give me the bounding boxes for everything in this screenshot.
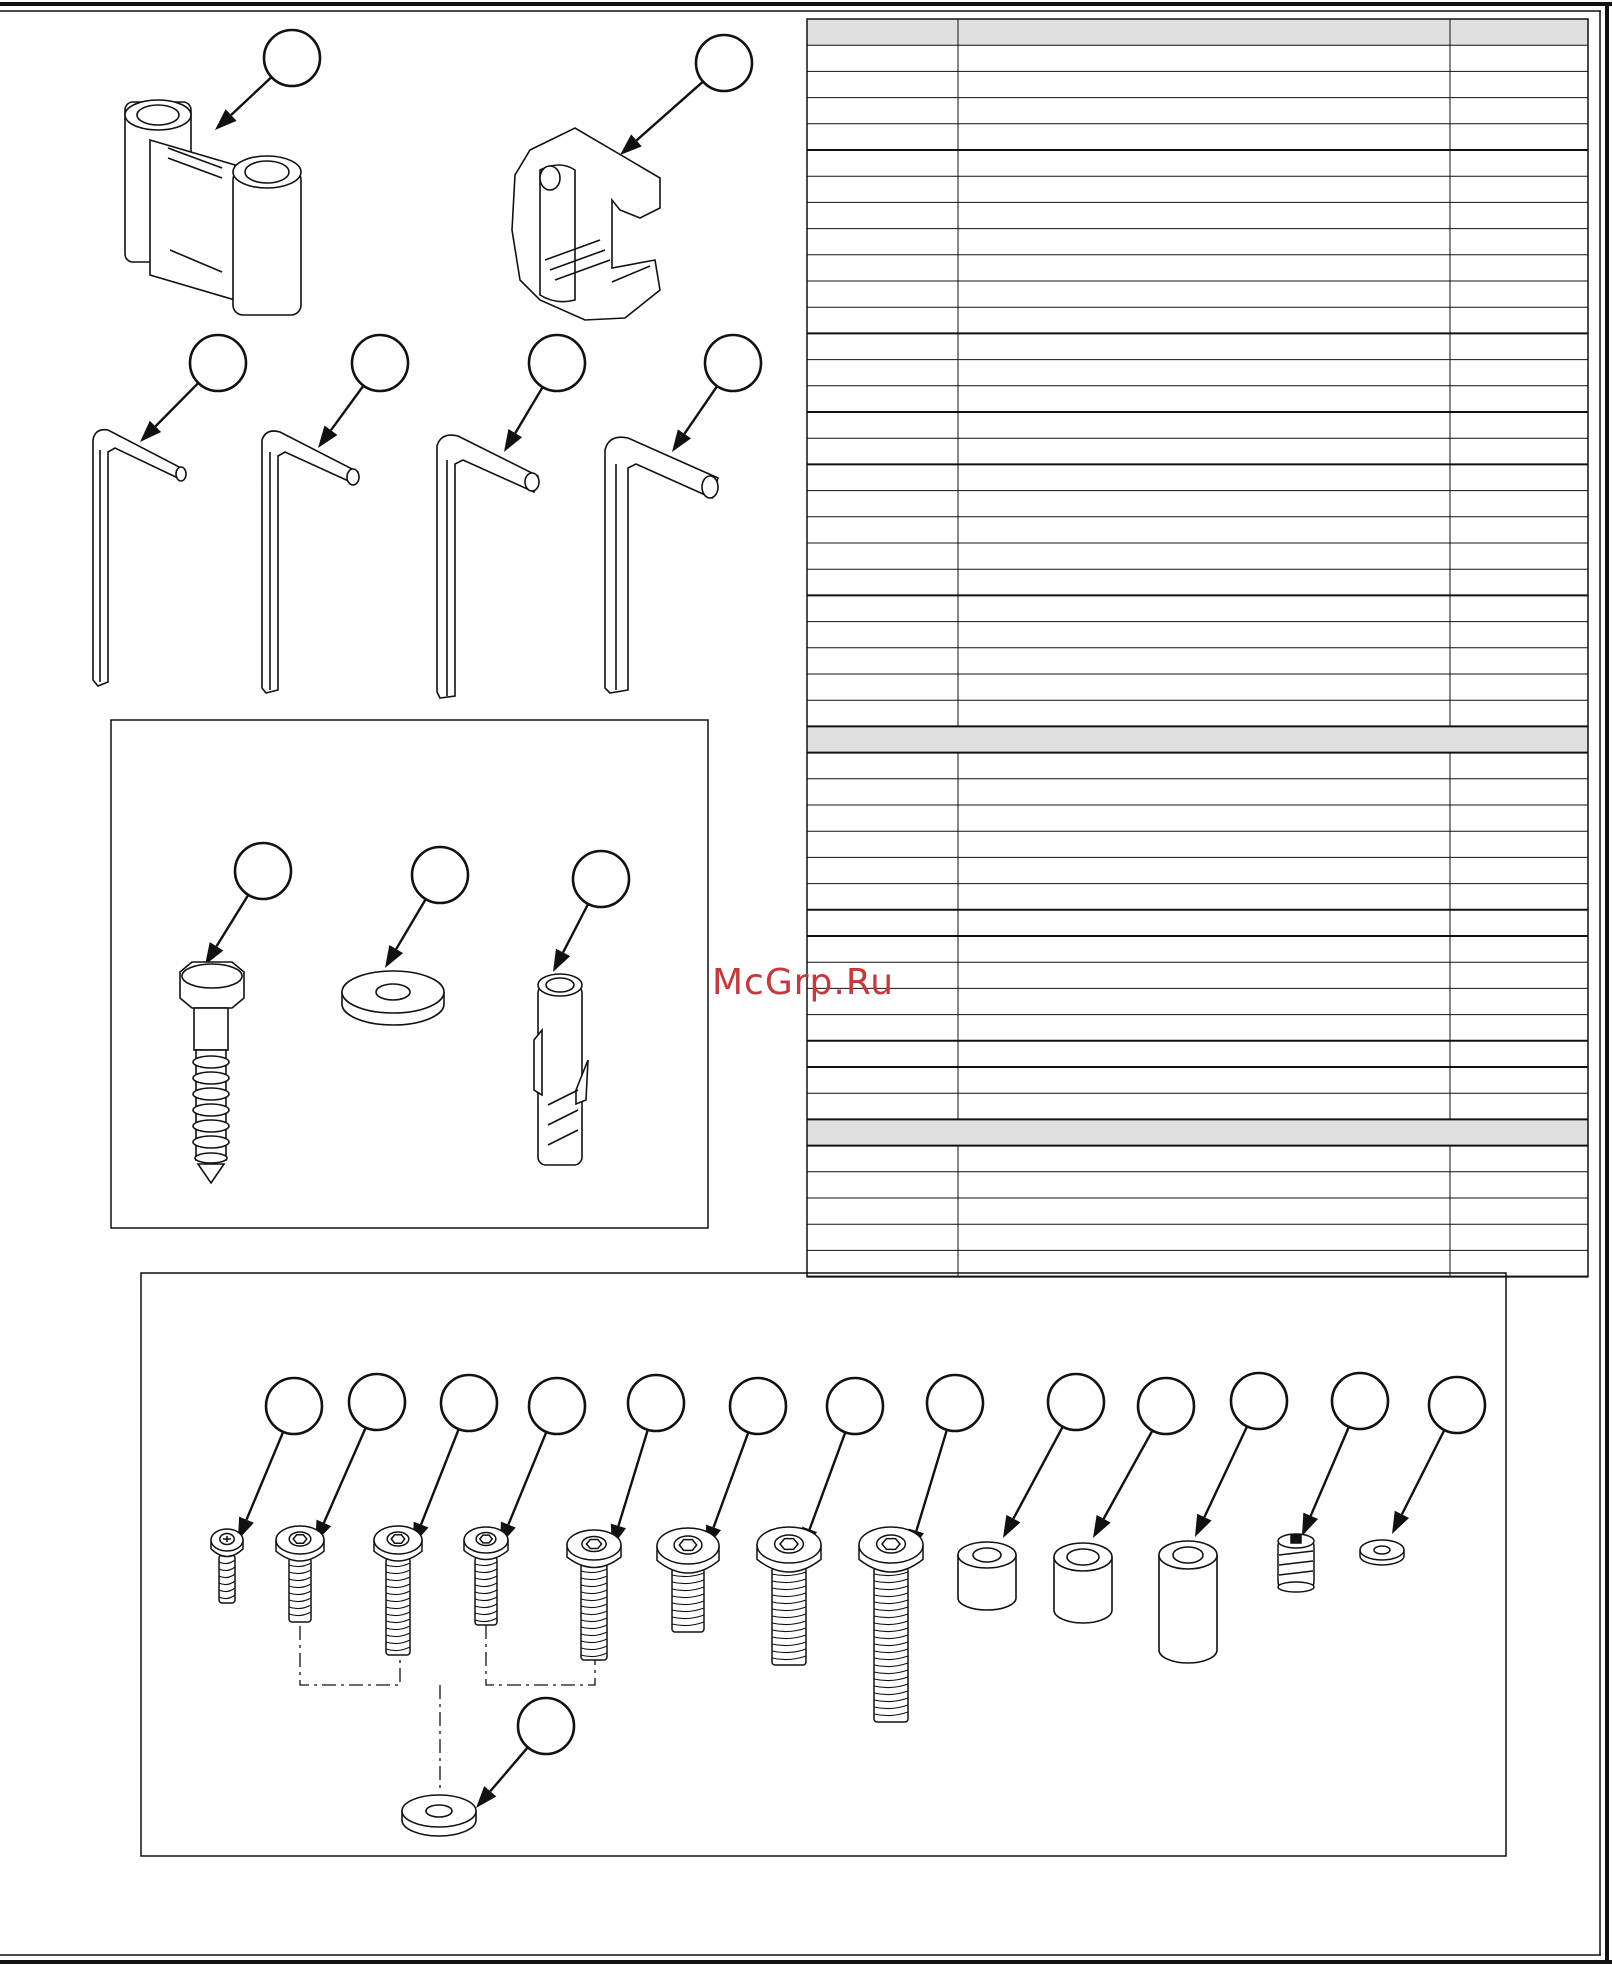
table-row bbox=[807, 333, 1588, 359]
table-row bbox=[807, 1041, 1588, 1067]
table-row bbox=[807, 622, 1588, 648]
callout-17 bbox=[909, 1375, 983, 1552]
callout-6 bbox=[672, 335, 761, 452]
spacer-3-icon bbox=[1159, 1541, 1217, 1663]
button-head-screw-icon bbox=[276, 1526, 324, 1622]
table-row bbox=[807, 45, 1588, 71]
table-row bbox=[807, 124, 1588, 150]
button-head-screw-icon bbox=[657, 1528, 719, 1632]
button-head-screw-icon bbox=[567, 1530, 621, 1660]
table-row bbox=[807, 464, 1588, 490]
table-row bbox=[807, 150, 1588, 176]
wall-anchor-icon bbox=[534, 974, 588, 1165]
hex-key-3-icon bbox=[437, 435, 539, 698]
hex-key-1-icon bbox=[93, 430, 186, 686]
pan-head-screw-icon bbox=[211, 1529, 243, 1603]
table-row bbox=[807, 281, 1588, 307]
table-row bbox=[807, 491, 1588, 517]
parts-table bbox=[807, 19, 1588, 1277]
table-row bbox=[807, 700, 1588, 726]
table-row bbox=[807, 595, 1588, 621]
table-row bbox=[807, 648, 1588, 674]
callout-18 bbox=[1003, 1374, 1104, 1538]
small-washer-icon bbox=[1360, 1540, 1404, 1565]
table-row bbox=[807, 517, 1588, 543]
table-row bbox=[807, 962, 1588, 988]
flat-washer-icon bbox=[342, 971, 444, 1025]
callout-23 bbox=[476, 1698, 574, 1808]
table-row bbox=[807, 176, 1588, 202]
callout-22 bbox=[1392, 1377, 1485, 1534]
table-section-row bbox=[807, 726, 1588, 752]
callout-15 bbox=[706, 1378, 786, 1548]
table-row bbox=[807, 229, 1588, 255]
callout-16 bbox=[802, 1378, 883, 1550]
table-row bbox=[807, 910, 1588, 936]
table-row bbox=[807, 1198, 1588, 1224]
table-row bbox=[807, 360, 1588, 386]
table-row bbox=[807, 543, 1588, 569]
clip-bracket-icon bbox=[512, 128, 660, 320]
table-row bbox=[807, 569, 1588, 595]
table-row bbox=[807, 753, 1588, 779]
button-head-screw-icon bbox=[374, 1526, 422, 1655]
callout-13 bbox=[500, 1378, 585, 1545]
hex-key-2-icon bbox=[262, 431, 359, 693]
table-row bbox=[807, 831, 1588, 857]
callout-3 bbox=[140, 335, 246, 442]
table-row bbox=[807, 1067, 1588, 1093]
hex-key-4-icon bbox=[605, 437, 718, 693]
button-head-screw-icon bbox=[464, 1527, 508, 1625]
table-header-row bbox=[807, 19, 1588, 45]
table-row bbox=[807, 386, 1588, 412]
table-row bbox=[807, 71, 1588, 97]
table-row bbox=[807, 1093, 1588, 1119]
callout-7 bbox=[205, 843, 291, 965]
set-screw-icon bbox=[1278, 1534, 1314, 1592]
callout-8 bbox=[385, 847, 468, 968]
table-row bbox=[807, 1224, 1588, 1250]
table-row bbox=[807, 438, 1588, 464]
spacer-icon bbox=[958, 1542, 1016, 1610]
table-row bbox=[807, 805, 1588, 831]
table-row bbox=[807, 779, 1588, 805]
callout-2 bbox=[620, 35, 752, 155]
table-row bbox=[807, 1015, 1588, 1041]
callout-5 bbox=[504, 335, 585, 452]
button-head-screw-icon bbox=[859, 1527, 923, 1722]
callout-4 bbox=[318, 335, 408, 448]
callout-20 bbox=[1195, 1373, 1287, 1537]
table-row bbox=[807, 412, 1588, 438]
spacer-2-icon bbox=[1054, 1543, 1112, 1623]
table-row bbox=[807, 307, 1588, 333]
table-section-row bbox=[807, 1119, 1588, 1145]
button-head-screw-icon bbox=[757, 1527, 821, 1665]
callout-10 bbox=[238, 1378, 322, 1540]
lag-screw-icon bbox=[180, 962, 244, 1183]
hinge-icon bbox=[125, 100, 301, 315]
callout-19 bbox=[1093, 1378, 1194, 1538]
table-row bbox=[807, 884, 1588, 910]
callout-1 bbox=[215, 30, 320, 130]
callout-21 bbox=[1302, 1373, 1388, 1536]
table-row bbox=[807, 202, 1588, 228]
watermark-text: McGrp.Ru bbox=[712, 962, 895, 1003]
table-row bbox=[807, 988, 1588, 1014]
screw-washer-icon bbox=[402, 1795, 476, 1836]
screw-group bbox=[211, 1526, 923, 1722]
callout-9 bbox=[553, 851, 629, 972]
table-row bbox=[807, 98, 1588, 124]
table-row bbox=[807, 255, 1588, 281]
callout-11 bbox=[315, 1374, 405, 1543]
table-row bbox=[807, 936, 1588, 962]
callout-12 bbox=[413, 1375, 497, 1545]
table-row bbox=[807, 857, 1588, 883]
table-row bbox=[807, 1146, 1588, 1172]
callout-14 bbox=[611, 1375, 684, 1547]
table-row bbox=[807, 1172, 1588, 1198]
table-row bbox=[807, 674, 1588, 700]
